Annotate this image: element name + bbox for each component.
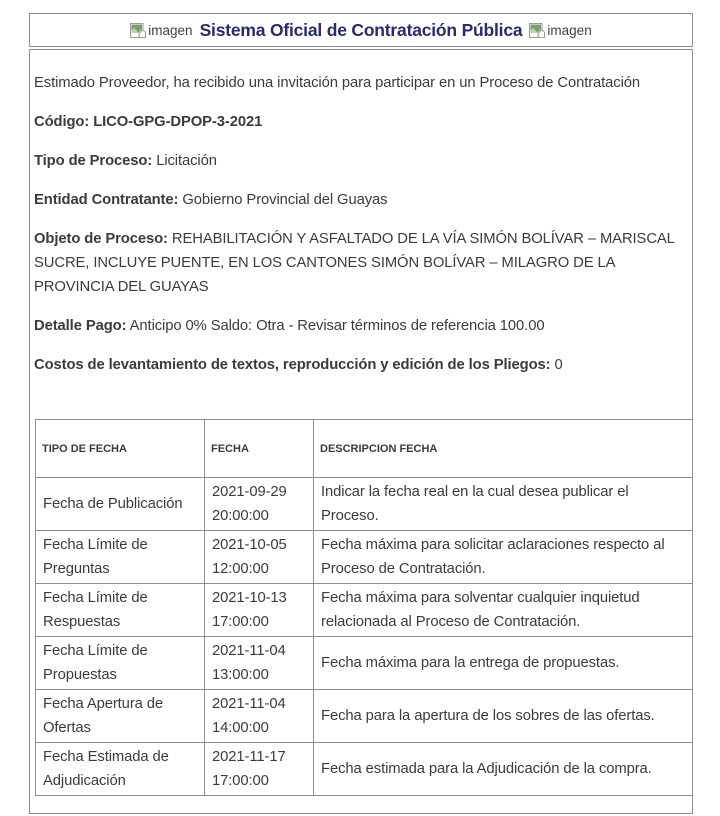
column-header-descripcion-fecha: DESCRIPCION FECHA [314, 420, 694, 478]
tipo-cell: Fecha Límite de Propuestas [36, 637, 205, 690]
greeting-text: Estimado Proveedor, ha recibido una invitación para participar en un Proceso de Contratación [34, 75, 641, 91]
entidad-label: Entidad Contratante: [34, 192, 179, 208]
descripcion-cell: Fecha máxima para la entrega de propuestas. [314, 637, 694, 690]
table-header-row [36, 420, 694, 478]
descripcion-cell: Fecha máxima para solicitar aclaraciones respecto al Proceso de Contratación. [314, 531, 694, 584]
detalle-pago-value: Anticipo 0% Saldo: Otra - Revisar términos de referencia 100.00 [129, 318, 545, 334]
fecha-cell: 2021-11-04 14:00:00 [205, 690, 314, 743]
broken-image-left [130, 23, 192, 38]
notification-page [0, 13, 720, 816]
objeto-value: REHABILITACIÓN Y ASFALTADO DE LA VÍA SIMÓN BOLÍVAR – MARISCAL SUCRE, INCLUYE PUENTE, EN LOS CANTONES SIMÓN BOLÍVAR – MILAGRO DE LA PROVINCIA DEL GUAYAS [34, 231, 675, 295]
tipo-cell: Fecha Límite de Respuestas [36, 584, 205, 637]
costos-label: Costos de levantamiento de textos, reproducción y edición de los Pliegos: [34, 357, 551, 373]
message-body [29, 49, 693, 814]
tipo-proceso-field [34, 149, 687, 173]
broken-image-icon [130, 23, 146, 38]
objeto-field [34, 227, 687, 299]
system-title: Sistema Oficial de Contratación Pública [199, 19, 523, 40]
image-alt-text: imagen [148, 22, 193, 38]
costos-value: 0 [554, 357, 563, 373]
image-alt-text: imagen [547, 22, 592, 38]
descripcion-cell: Fecha estimada para la Adjudicación de la compra. [314, 743, 694, 796]
fecha-cell: 2021-10-05 12:00:00 [205, 531, 314, 584]
fecha-cell: 2021-11-17 17:00:00 [205, 743, 314, 796]
fecha-cell: 2021-11-04 13:00:00 [205, 637, 314, 690]
codigo-value: LICO-GPG-DPOP-3-2021 [93, 114, 263, 130]
broken-image-icon [529, 23, 545, 38]
fecha-cell: 2021-09-29 20:00:00 [205, 478, 314, 531]
table-row-apertura-ofertas [36, 690, 694, 743]
entidad-value: Gobierno Provincial del Guayas [182, 192, 388, 208]
broken-image-right [529, 23, 591, 38]
header-banner [29, 13, 693, 47]
table-row-estimada-adjudicacion [36, 743, 694, 796]
tipo-proceso-label: Tipo de Proceso: [34, 153, 153, 169]
entidad-field [34, 188, 687, 212]
tipo-proceso-value: Licitación [156, 153, 217, 169]
descripcion-cell: Indicar la fecha real en la cual desea publicar el Proceso. [314, 478, 694, 531]
table-row-limite-preguntas [36, 531, 694, 584]
fecha-cell: 2021-10-13 17:00:00 [205, 584, 314, 637]
descripcion-cell: Fecha máxima para solventar cualquier inquietud relacionada al Proceso de Contratación. [314, 584, 694, 637]
table-row-limite-propuestas [36, 637, 694, 690]
costos-field [34, 353, 687, 377]
descripcion-cell: Fecha para la apertura de los sobres de las ofertas. [314, 690, 694, 743]
detalle-pago-label: Detalle Pago: [34, 318, 127, 334]
dates-table [35, 419, 693, 796]
objeto-label: Objeto de Proceso: [34, 231, 168, 247]
detalle-pago-field [34, 314, 687, 338]
column-header-tipo-de-fecha: TIPO DE FECHA [36, 420, 205, 478]
tipo-cell: Fecha Estimada de Adjudicación [36, 743, 205, 796]
tipo-cell: Fecha de Publicación [36, 478, 205, 531]
codigo-label: Código: [34, 114, 90, 130]
table-row-publicacion [36, 478, 694, 531]
tipo-cell: Fecha Apertura de Ofertas [36, 690, 205, 743]
table-row-limite-respuestas [36, 584, 694, 637]
tipo-cell: Fecha Límite de Preguntas [36, 531, 205, 584]
codigo-field [34, 110, 687, 134]
column-header-fecha: FECHA [205, 420, 314, 478]
